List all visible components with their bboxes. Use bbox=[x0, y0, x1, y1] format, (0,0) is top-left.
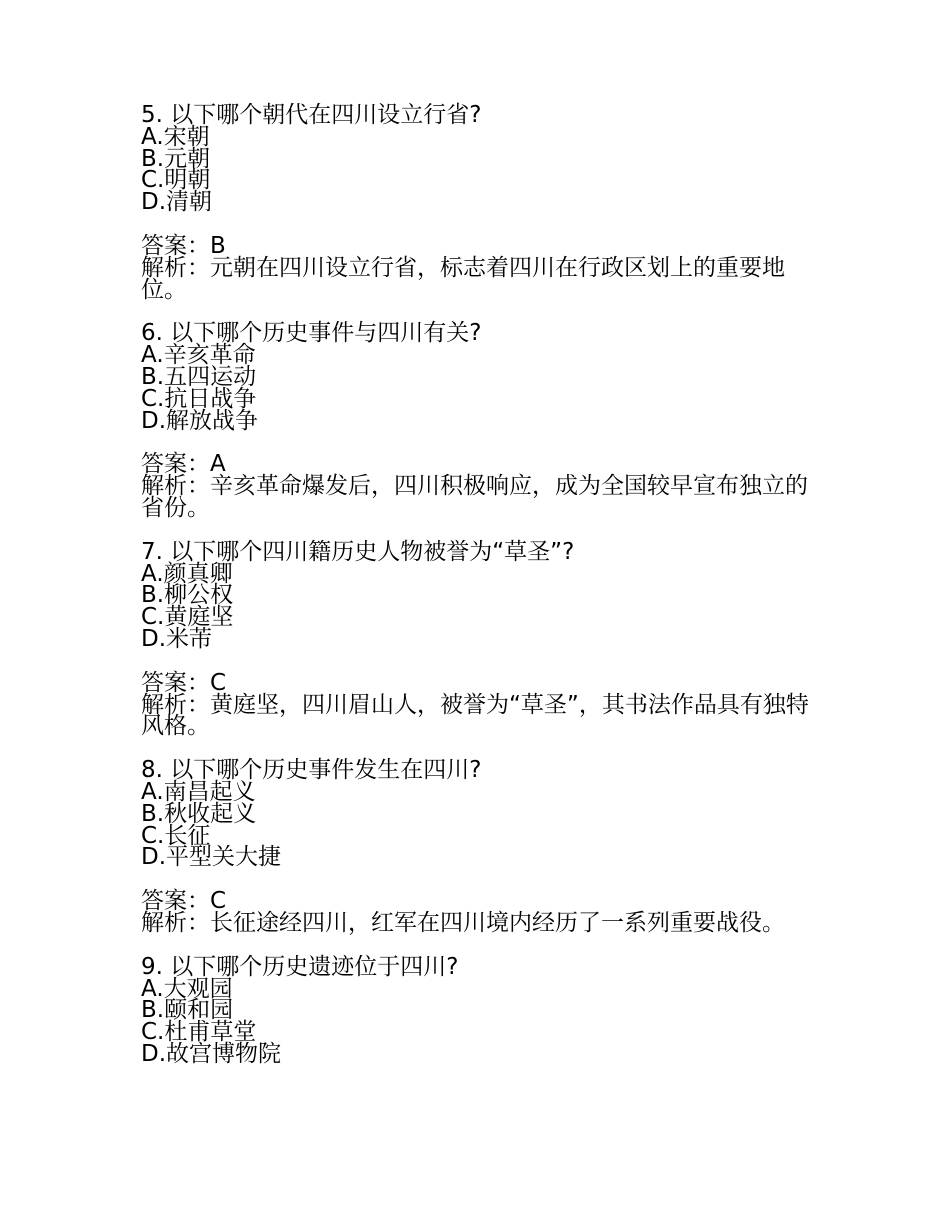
option-d: D.平型关大捷 bbox=[141, 844, 282, 871]
option-a: A.辛亥革命 bbox=[141, 342, 256, 369]
question-block bbox=[141, 953, 821, 1067]
analysis-text: 长征途经四川，红军在四川境内经历了一系列重要战役。 bbox=[210, 909, 785, 936]
question-number: 5. bbox=[141, 102, 163, 128]
option-b: B.柳公权 bbox=[141, 582, 234, 609]
answer-value: A bbox=[210, 451, 226, 478]
option-b: B.颐和园 bbox=[141, 997, 234, 1024]
question-line bbox=[141, 538, 821, 565]
option-d: D.故宫博物院 bbox=[141, 1040, 282, 1067]
answer-value: C bbox=[210, 888, 227, 915]
option-c: C.长征 bbox=[141, 822, 211, 849]
question-block bbox=[141, 102, 821, 303]
question-text: 以下哪个历史事件发生在四川? bbox=[170, 757, 482, 784]
question-number: 7. bbox=[141, 538, 163, 565]
spacer bbox=[141, 869, 821, 891]
analysis-line bbox=[141, 691, 821, 740]
analysis-line bbox=[141, 254, 821, 303]
question-block bbox=[141, 538, 821, 740]
analysis-text: 辛亥革命爆发后，四川积极响应，成为全国较早宣布独立的省份。 bbox=[141, 473, 808, 521]
spacer bbox=[141, 432, 821, 454]
option-b: B.秋收起义 bbox=[141, 800, 257, 827]
analysis-label: 解析： bbox=[141, 473, 210, 500]
question-block bbox=[141, 757, 821, 936]
analysis-line bbox=[141, 473, 821, 521]
question-text: 以下哪个历史遗迹位于四川? bbox=[170, 953, 459, 980]
option-a: A.大观园 bbox=[141, 975, 233, 1002]
answer-label: 答案： bbox=[141, 232, 210, 259]
answer-label: 答案： bbox=[141, 451, 210, 478]
answer-value: B bbox=[210, 232, 226, 259]
option-a: A.颜真卿 bbox=[141, 560, 233, 587]
answer-value: C bbox=[210, 669, 227, 696]
option-a: A.南昌起义 bbox=[141, 778, 256, 805]
spacer bbox=[141, 214, 821, 236]
option-c: C.杜甫草堂 bbox=[141, 1019, 257, 1046]
analysis-label: 解析： bbox=[141, 254, 210, 281]
option-c: C.抗日战争 bbox=[141, 385, 257, 412]
question-text: 以下哪个历史事件与四川有关? bbox=[170, 320, 482, 347]
option-b: B.五四运动 bbox=[141, 363, 257, 390]
option-d: D.米芾 bbox=[141, 625, 213, 652]
analysis-text: 元朝在四川设立行省，标志着四川在行政区划上的重要地位。 bbox=[141, 254, 785, 303]
option-d: D.解放战争 bbox=[141, 407, 259, 434]
document-body bbox=[141, 102, 821, 1088]
option-c: C.明朝 bbox=[141, 167, 211, 194]
spacer bbox=[141, 651, 821, 673]
option-c: C.黄庭坚 bbox=[141, 604, 234, 631]
question-text: 以下哪个四川籍历史人物被誉为“草圣”? bbox=[170, 538, 575, 565]
answer-label: 答案： bbox=[141, 669, 210, 696]
analysis-label: 解析： bbox=[141, 909, 210, 936]
question-line bbox=[141, 953, 821, 980]
question-text: 以下哪个朝代在四川设立行省? bbox=[170, 102, 482, 128]
option-a: A.宋朝 bbox=[141, 123, 210, 150]
question-number: 9. bbox=[141, 953, 163, 980]
analysis-line bbox=[141, 909, 821, 936]
question-number: 6. bbox=[141, 320, 163, 347]
question-line bbox=[141, 102, 821, 128]
question-number: 8. bbox=[141, 757, 163, 784]
option-b: B.元朝 bbox=[141, 145, 211, 172]
question-block bbox=[141, 320, 821, 521]
option-d: D.清朝 bbox=[141, 189, 213, 216]
answer-label: 答案： bbox=[141, 888, 210, 915]
analysis-text: 黄庭坚，四川眉山人，被誉为“草圣”，其书法作品具有独特风格。 bbox=[141, 691, 809, 740]
analysis-label: 解析： bbox=[141, 691, 210, 718]
